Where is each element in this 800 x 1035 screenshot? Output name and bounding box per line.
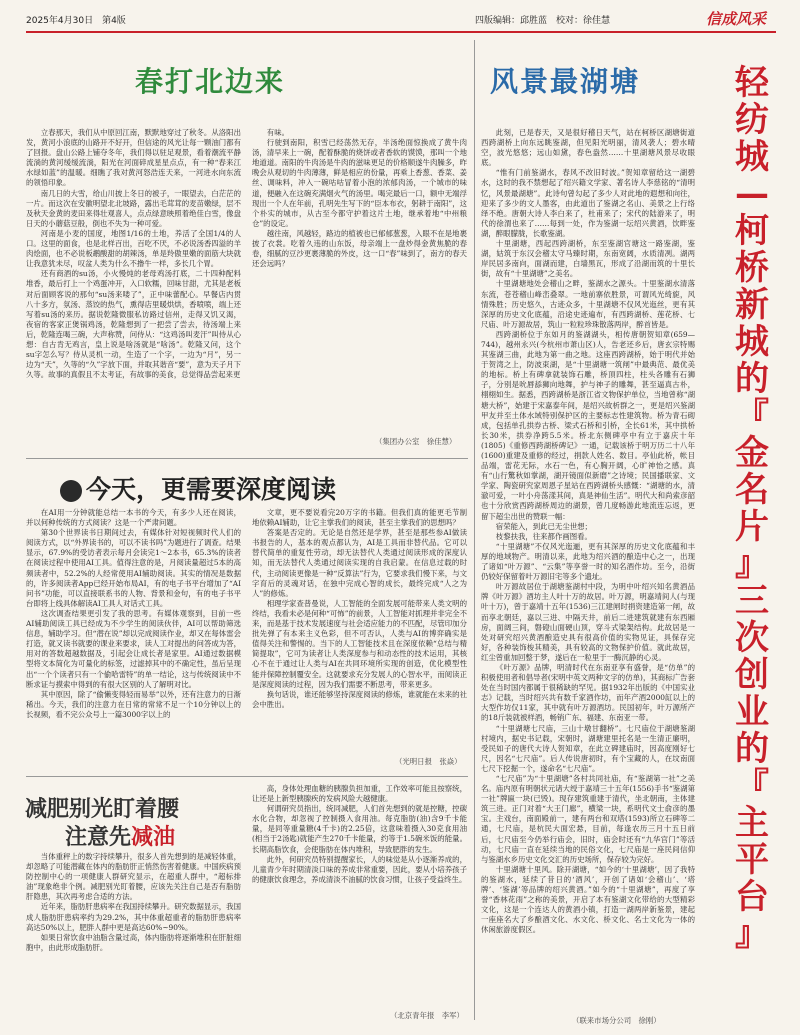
bullet-icon [60, 480, 82, 502]
paragraph: 在AI用一分钟就能总结一本书的今天，有多少人还在阅读，并以何种传统的方式阅读？这是一个严肃问题。 [26, 508, 241, 528]
paragraph: 如果日常饮食中油脂含量过高，体内脂肪将逐渐堆积在肝脏细胞中，由此形成脂肪肝。 [26, 932, 241, 952]
side-headline-char: 纺 [735, 100, 769, 140]
paragraph: 十里湖塘十里风。除开湖塘，“如今的‘十里湖塘’，因了我特的鉴湖水，延续了昔日的‘酒风’，开创了诸如‘会稽山’、‘塔牌’、‘鉴湖’等品牌的绍兴黄酒。”如今的“十里湖塘”，再度了享誉“香林花雨”之称的美景，开启了本有鉴湖文化带给的大型精彩文化，这是一个连达人的黄酒小镇，打造一湖两岸新鉴景，建起一座座名大了乡酿酒文化、水文化、桥文化、名士文化为一体的休闲旅游度假区。 [481, 864, 695, 935]
article-d-title-prefix: 注意先 [65, 825, 132, 850]
paragraph: “十里湖塘七尺庙，三山十墩甘翻桥”。七尺庙位于湖塘鉴湖村境内，据史书记载，宋朝时，湖塘建里托名是一生清正廉明，受民如子的唐代大诗人贺知章，在此立碑建庙时，因高度刚好七尺，因名“七尺庙”。后人传说唐初时，有个宝藏的人，在坟南面七尺下挖掘一个，遂命名“七尺庙”。 [481, 723, 695, 773]
footer-credit: （联来市场分公司 徐刚） [572, 1016, 661, 1025]
paragraph: “十里湖塘”不仅风光迤逦，更有其深厚的历史文化底蕴和丰厚的地域物产。明清以来，此地为绍兴酒的酿造中心之一，出现了诸如“叶万源”、“云集”等享誉一时的知名酒作坊。至今，沿街仍较好保留着叶万源旧宅等多个遗址。 [481, 541, 695, 582]
paragraph: 此外，何研究员特别提醒家长，人的味觉是从小逐渐养成的，儿童青少年时期清淡口味的养成非常重要，因此，要从小培养孩子的健康饮食理念，养成清淡不油腻的饮食习惯，让孩子受益终生。 [252, 854, 467, 884]
paragraph: 行驶到南阳，积雪已经荡然无存，半汤绝面惊换成了黄牛肉汤，清早来上一碗，配着酥脆的烧饼或者香软的馍馍，那叫一个地地道道。南阳的牛肉汤是牛肉的滋味更足的价格顺遂牛肉臊多，昨晚会从观切的牛肉薄薄，鲜是相应的份量，再乘上香葱、香菜、姜丝、调味料，冲入一碗咕咕冒着小泡的浓郁肉汤，一个城市的味道，便融入在这碗充满烟火气的汤里。喝完最后一口，额中无端浮现出一个人在年前，孔明先生写下的“臣本布衣，躬耕于南阳”，这个朴实的城市，从古至今都守护着这片土地，继承着地“中州粮仓”的设定。 [252, 138, 467, 228]
article-a-left-column [26, 128, 241, 448]
side-headline-char: 平 [735, 840, 769, 880]
side-headline-char: 金 [735, 433, 769, 473]
issue-date: 2025年4月30日 第4版 [26, 16, 126, 26]
header-rule [26, 31, 776, 33]
paragraph: 何谓研究员指出，统同减肥，人们首先想到的就是控糖，控碳水化合物，却忽视了控制摄入食用油。每克脂肪(油)含9千卡能量，是同等重量糖(4千卡)的2.25倍，这意味着摄入30克食用油(相当于2汤匙)就能产生270千卡能量，约等于1.5碗米饭的能量。长期高脂饮食，会使脂肪在体内堆积，导致肥胖的发生。 [252, 804, 467, 854]
article-b-title: 风景最湖塘 [490, 65, 641, 98]
paragraph: 河南是小麦的国度，地图1/16的土地，养活了全国1/4的人口。这里的面食，也是北样百出，百吃不厌，不必说汤香四溢的羊肉烩面，也不必说板鹕酸甜的胡辣汤，单是羚傲里嫩的面筋大块就让我意犹未尽，叹盆人类为什么不撸牛一样，多长几个胃。 [26, 228, 241, 269]
article-d-title-line1: 减肥别光盯着腰 [25, 797, 180, 822]
side-headline-char: 城 [735, 137, 769, 177]
paragraph: 其中原因，除了“偷懒变得轻而易举”以外，还有注意力的日渐稀出。今天，我们的注意力在日常的常常不足一个10分钟以上的长视频，看不完公众号上一篇3000字以上的 [26, 689, 241, 719]
article-a-title: 春打北边来 [135, 65, 286, 98]
side-headline-char: 的 [735, 359, 769, 399]
side-headline-char: 名 [735, 470, 769, 510]
section-divider [26, 458, 468, 459]
column-divider [474, 40, 475, 1020]
side-headline-char: 主 [735, 803, 769, 843]
paragraph: 越往南，风越轻，路边的植被也已郁郁葱葱，入眼不在是地裹披了衣裳。吃着久违的山东饭，母亲端上一盘炒得金黄焦脆的春卷，细腻的豆沙更裹薄脆的外皮，这一口“春”味到了，南方的春天还会远吗？ [252, 228, 467, 269]
side-headline-char: 业 [735, 692, 769, 732]
paragraph: 第30个世界读书日期间过去，有媒体针对短视频时代人们的阅读方式，以“外界读书的，可以不读书吗”为题进行了调查。结果显示，67.9%的受访者表示每月会读完1～2本书，65.3%的读者在阅读过程中使用AI工具。值得注意的是，月阅读量超过5本的高频读者中，52.2%的人经常使用AI辅助阅读。其实的情况是数据的，许多阅读者App已经开始布局AI，有的电子书平台增加了“AI问书”功能，可以直接联系书的人物、背景和金句，有的电子书平台即将上线具体解读AI工具人对话式工具。 [26, 528, 241, 608]
side-headline-char: 的 [735, 729, 769, 769]
paragraph: 答案是否定的。无论是自然还是学界，甚至是那些参AI做读书报告的人，基本的观点都认为，AI是工具而非替代品。它可以替代简单的重复性劳动，却无法替代人类通过阅读形成的深度认知，而无法替代人类通过阅读实现的自我启蒙。在信息过载的时代，主动阅读更像是一种“反算法”行为，它要求我们慢下来，与文字育后的灵魂对话，在独中完成心智的成长，最终完成“人之为人”的修炼。 [252, 528, 467, 598]
section-divider [26, 776, 468, 777]
article-d-title-line2 [65, 820, 175, 851]
side-headline-char: 柯 [735, 211, 769, 251]
editors-line: 四版编辑：邱胜蓝 校对：徐佳慧 [475, 16, 611, 26]
paragraph: 高，身体处理血糖的胰腺负担加重，工作效率可能且按察统，让还是上新型胰腺疾的发病风险大越健康。 [252, 784, 467, 804]
side-headline-char: 次 [735, 618, 769, 658]
side-headline-char: 桥 [735, 248, 769, 288]
article-c-title: 今天，更需要深度阅读 [86, 475, 337, 504]
article-a-right-column [252, 128, 467, 428]
paragraph: 枝黎扶我，往来都作画图看。 [495, 531, 592, 541]
side-headline-char: 轻 [735, 63, 769, 103]
article-c-byline: （光明日报 张焱） [395, 757, 462, 766]
paragraph: 近年来，脂肪肝患病率在我国持续攀升。研究数据显示，我国成人脂肪肝患病率约为29.2%，其中体重超重者的脂肪肝患病率高达50%以上，肥胖人群中更是高达60%~90%。 [26, 902, 241, 932]
paragraph: 此刻，已是春天，又是很好稽日天气，站在柯桥区湖塘街道西跨湖桥上向东远眺鉴湖，但见阳光明丽，清风袭人；碧水晴空，波光悠悠；远山如黛，春色盎然……十里湖塘风景尽收眼底。 [481, 128, 695, 168]
article-c-left-column [26, 508, 241, 770]
side-headline-char: 台 [735, 877, 769, 917]
paragraph: 叶万源故居位于湖塘鉴湖村中段，为明中叶绍兴知名黄酒品牌《叶万源》酒坊主人叶十万的故居。叶万源，明嘉靖间人(与现叶十万)，曾于嘉靖十五年(1536)三江建闸时捐资建造第一闸，故而享北朝廷，嘉以三进、中隔天井，前后二进建筑就建有东西厢房，面阔三间，磐磴山面硬山顶，穿斗式梁架结构。此故居是一处对研究绍兴黄酒酿造史具有很高价值的实物见证，具保存完好，各种装饰梭其精美，具有较高的文物保护价值。就此故居，红尘曾重加回整于梦，遂后在一粒里于一酶沉静的心灵。 [481, 582, 695, 662]
paragraph: “七尺庙”为“十里湖塘”各村共同社庙，有“鉴湖第一社”之美名。庙内原有明朝状元诸大绶于嘉靖三十五年(1556)手书“鉴湖第一社”牌匾一块(已毁)。现存建筑重建于清代，坐北朝南，主体建筑三进。正门对着“大王门廊”，横梁一块，系明代文士俞彦的墨宝。主戏台，南面殿前一，建有两台和双塔(1593)所立石碑等二通，七尺庙，是杭民大面宏悬，目前，每逢农历三月十五日前后，七尺庙至今仍举行庙会，旧时，庙会时还有“九华宫门”等活动，七尺庙一直在延续当地的民俗文化，七尺庙是一座民间信仰与鉴湖水乡历史文化交汇的历史场所，保存较为完好。 [481, 774, 695, 864]
side-headline-char: 创 [735, 655, 769, 695]
paragraph: 相理学家查普曼说，人工智能的全面发展可能带来人类文明的终结，我看未必是何种“可怖”的前景，人工智能对抓理并非完全不来，而是基于技术发展速度与社会适应能力的不匹配，尽管印加分批先弹了有本来主义色彩，但不可否认，人类与AI的博弈确实是值得关注和警惕的。当下的人工智能技术且在深度依赖“总结与精简提取”，它可为读者让人类深度参与和动态性的技术运用，其核心不在于通过让人类与AI在共同环境所实现的创造，优化模型性能并保障控制覆安全。这就要求充分发展人的心智水平，而阅读正是深度阅读的过程，因为我们需要不断思考，带来更多。 [252, 598, 467, 689]
paragraph: 立春那天，我们从中原回江南，默默地穿过了秋冬。从洛阳出发，黄河小浪底的山路开不好开，但信途的风光让每一颗油门都有了回报。盘山公路上铺夺冬年，我们得以驻足观景，看着潮流平静流淌的黄河缓缓流淌，阳光在河面碎成星星点点，有一种“春来江水绿如蓝”的温暖。细瞧了我对黄河怒浩连天来，一河进水向东流的领悟印象。 [26, 128, 241, 188]
side-headline-char: 三 [735, 581, 769, 621]
paragraph: 这次调查结果更引发了我的思考。有媒体观察到，目前一些AI辅助阅读工具已经成为不少学生的阅读伙伴，AI可以帮助筛选信息，辅助学习。但“潜在说”却以完成阅读作业，却又在每体雷会打造，就又读书就要的课业来要求，读人工对提出的问答成为答，用对的答数超越数据及，引起会让成长者是家里。AI通过数据模型将文本简化为可量化的标签，过滤掉其中的不确定性，虽后呈现出“一个个读者只有一个偷哈雷特”的单一结论，这与传统阅读中不断求证与摸索中得到的有很大区别的人了解明对比。 [26, 608, 241, 689]
paragraph: 宿荣能入，到此已无尘世想； [495, 521, 592, 531]
paragraph: 当体重秤上的数字持续攀升，很多人首先想到的是减轻体重，却忽略了可能潜藏在体内的脂肪肝正悄然伤害着健康。中国疾病预防控制中心的一项健康人群研究显示，在超重人群中，“超标排油”现象绝非个例。减肥别光盯着腰，应该先关注自己是否有脂肪肝隐患，其次再考虑合适的方法。 [26, 852, 241, 902]
side-headline-char: — [735, 174, 769, 214]
paragraph: 十里湖塘地处会稽山之畔，鉴湖水之源头。十里鉴湖水清落东流，苍苍稽山峰峦叠翠。一地前寨依胜景，可谓风光绮旎，风情殊胜；历史悠久，古迹众多，十里湖塘不仅风光迤丝，更有其深厚的历史文化底蕴，沿途史迹遍布，有西跨湖桥、莲花桥、七尺庙、叶万源故居，筑山一粒粒珍珠散落两岸，醉首皆是。 [481, 279, 695, 329]
side-headline-char: 『 [735, 396, 769, 436]
paragraph: 西跨湖桥位于东如月的鉴湖湖头，相传唐朝贺知章(659—744)，越州永兴(今杭州市萧山区)人，告老还乡后，唐玄宗特赐其鉴湖三曲，此地为第一曲之地。这座西跨湖桥，始于明代并始于贺湾之上，防波束湖，是“十里湖塘一筑闸”中最典范、最优美的地标。桥上有碑拿就装饰石雕，桥頂四柱，柱头各雕有石狮子，分别是吮唇舔狮向地舞，护与神子的雕舞，甚至逼真古朴，栩栩如生。据悉，西跨湖桥是浙江省文物保护单位，当地曾称“湖塘大桥”，始建于宋嘉泰年间，是绍兴故析群之一，更是绍兴鉴湖甲友并至土体水域特别保护区的主要标志性建筑物。桥为青石砌成，包括单孔拱券古桥、梁式石桥和引桥，全长61米，其中拱桥长30米，拱券净跨5.5米。桥北东侧碑亭中有立于嘉庆十年(1805)《重修西跨湖桥碑记》一通，记载该桥于明万历二十八年(1600)重建及重修的经过，捐款人姓名、数目。亭仙此桥，帐目品端，雷花无际，水石一色，有心胸开阔，心旷神怡之感。真有“山行驚秋如掌湖，湖开镜面似新磨”之诗境；民国播联家、文学家、陶瓷研究家周恩子星站在西跨湖桥头感慨：“湖塘的水，清澈可爱，一叶小舟荡漾其间，真是神仙生活”。明代大和尚索彦韶也十分欣赏西跨湖桥周边的湖景，曾几度畅游此地流连忘返，更留下超尘出世的赞联一幅： [481, 329, 695, 521]
paragraph: 南几日的大雪，给山川披上冬日的被子，一眼望去，白茫茫的一片。而这次在安徽明望北北坡路，露出毛茸茸的麦苗嫩绿，层不及秋天金黄的麦田来得壮观喜人，点点绿意映照着绝佳白雪，像盘日天的小蘑菇豆般，倒也不失为一种可爱。 [26, 188, 241, 228]
section-brand: 信成风采 [706, 10, 767, 28]
article-d-title-highlight: 减油 [131, 825, 176, 850]
side-headline-char: 城 [735, 322, 769, 362]
side-headline-char: 新 [735, 285, 769, 325]
side-headline-char: 』 [735, 914, 769, 954]
article-d-right-column [252, 784, 467, 1004]
side-vertical-headline [712, 65, 792, 970]
side-headline-char: 片 [735, 507, 769, 547]
article-d-byline: （北京青年报 李军） [390, 1011, 464, 1020]
paragraph: 文章，更不要说看完20万字的书籍。但我们真的能更毛节制地依赖AI辅助，让它主掌我们的阅读，甚至主掌我们的思想吗？ [252, 508, 467, 528]
paragraph: 《叶万源》品牌，明清时代在东南亚享有盛誉，是“仿单”的积极使用者和倡导者(宋明中英文两种文字的仿单)，其商标广告套处在当时国内都属于很稀缺的罕见。据1932年出版的《中国实业志》记载，当时绍兴共有数千家酒作坊，而年产酒2000缸以上的大型作坊仅11家，其中就有叶万源酒坊。民国初年，叶万源所产的18斤装就被样酒，畅销广东、福建、东南亚一带。 [481, 662, 695, 723]
article-a-byline: （集团办公室 徐佳慧） [375, 437, 457, 446]
paragraph: 十里湖塘，西起西跨湖桥，东至鉴湖官塘这一路鉴湖，鉴湖，姑筑于东汉会稽太守马臻时期，东南宽阔，水质清冽。湖两岸民居多南向，面湖而建，白墙黑瓦，形成了沿湖而筑的十里长街，故有“十里湖塘”之美名。 [481, 239, 695, 279]
side-headline-char: 『 [735, 766, 769, 806]
article-d-left-column [26, 852, 241, 1017]
paragraph: “惟有门前鉴湖水，春风不改旧时波。”贺知章留给这一湖碧水，这时的我不禁想起了绍兴籍文学家、著名诗人李慈铭的“清明忆，风景最湖塘”。此诗句曾勾起了多少人对此地的遐想和向往，迎来了多少的文人墨客，由此道出了鉴湖之名山、美景之上行络绎不绝。唐朝大诗人李白来了，杜甫来了；宋代的陆游来了，明代的徐渭也来了……每到一处，作为鉴湖一坛绍兴黄酒，饮畔鉴湖，醉眼朦胧，长歌鉴湖。 [481, 168, 695, 238]
paragraph: 换句话说，谁还能够坚持深度阅读的修炼，谁就能在未来的社会中胜出。 [252, 689, 467, 709]
article-b-column [481, 128, 695, 1013]
article-c-right-column [252, 508, 467, 748]
paragraph: 有味。 [266, 128, 289, 137]
paragraph: 还有商酒的su汤，小火慢炖的老母鸡汤打底，二十四种配料堆香，最后打上一个鸡蛋冲开，入口软糯，回味甘甜，尤其是老板对后面顾客说的那句“su汤来喽了”，正中味蕾配心。早餐店内贯八十多方，氛汤、蒸饺的热气，熏得店里暖烘烘，香喷喷，端上还写着su汤的来历。据说乾隆微服私访路过信州，走得又饥又渴，夜宿的客家正煲锅鸡汤，乾隆想到了一把尝了尝去，待汤端上来后，乾隆连喝三碗，大声称赞，问侍从：“这鸡汤叫麦汗”叫侍从心想：自古肯无鸡言，皇上说是啥汤就是“啥汤”。乾隆又问，这个su字怎么写？侍从灵机一动，生造了一个字，一边为“月”，另一边为“天”，久等的“久”字放下面，并取其谐音“要”，意为天子月下久等。故事的真假且不太考证，有故事的美食，总觉得品尝起来更 [26, 269, 241, 380]
side-headline-char: 』 [735, 544, 769, 584]
article-c-title-block [60, 470, 336, 506]
